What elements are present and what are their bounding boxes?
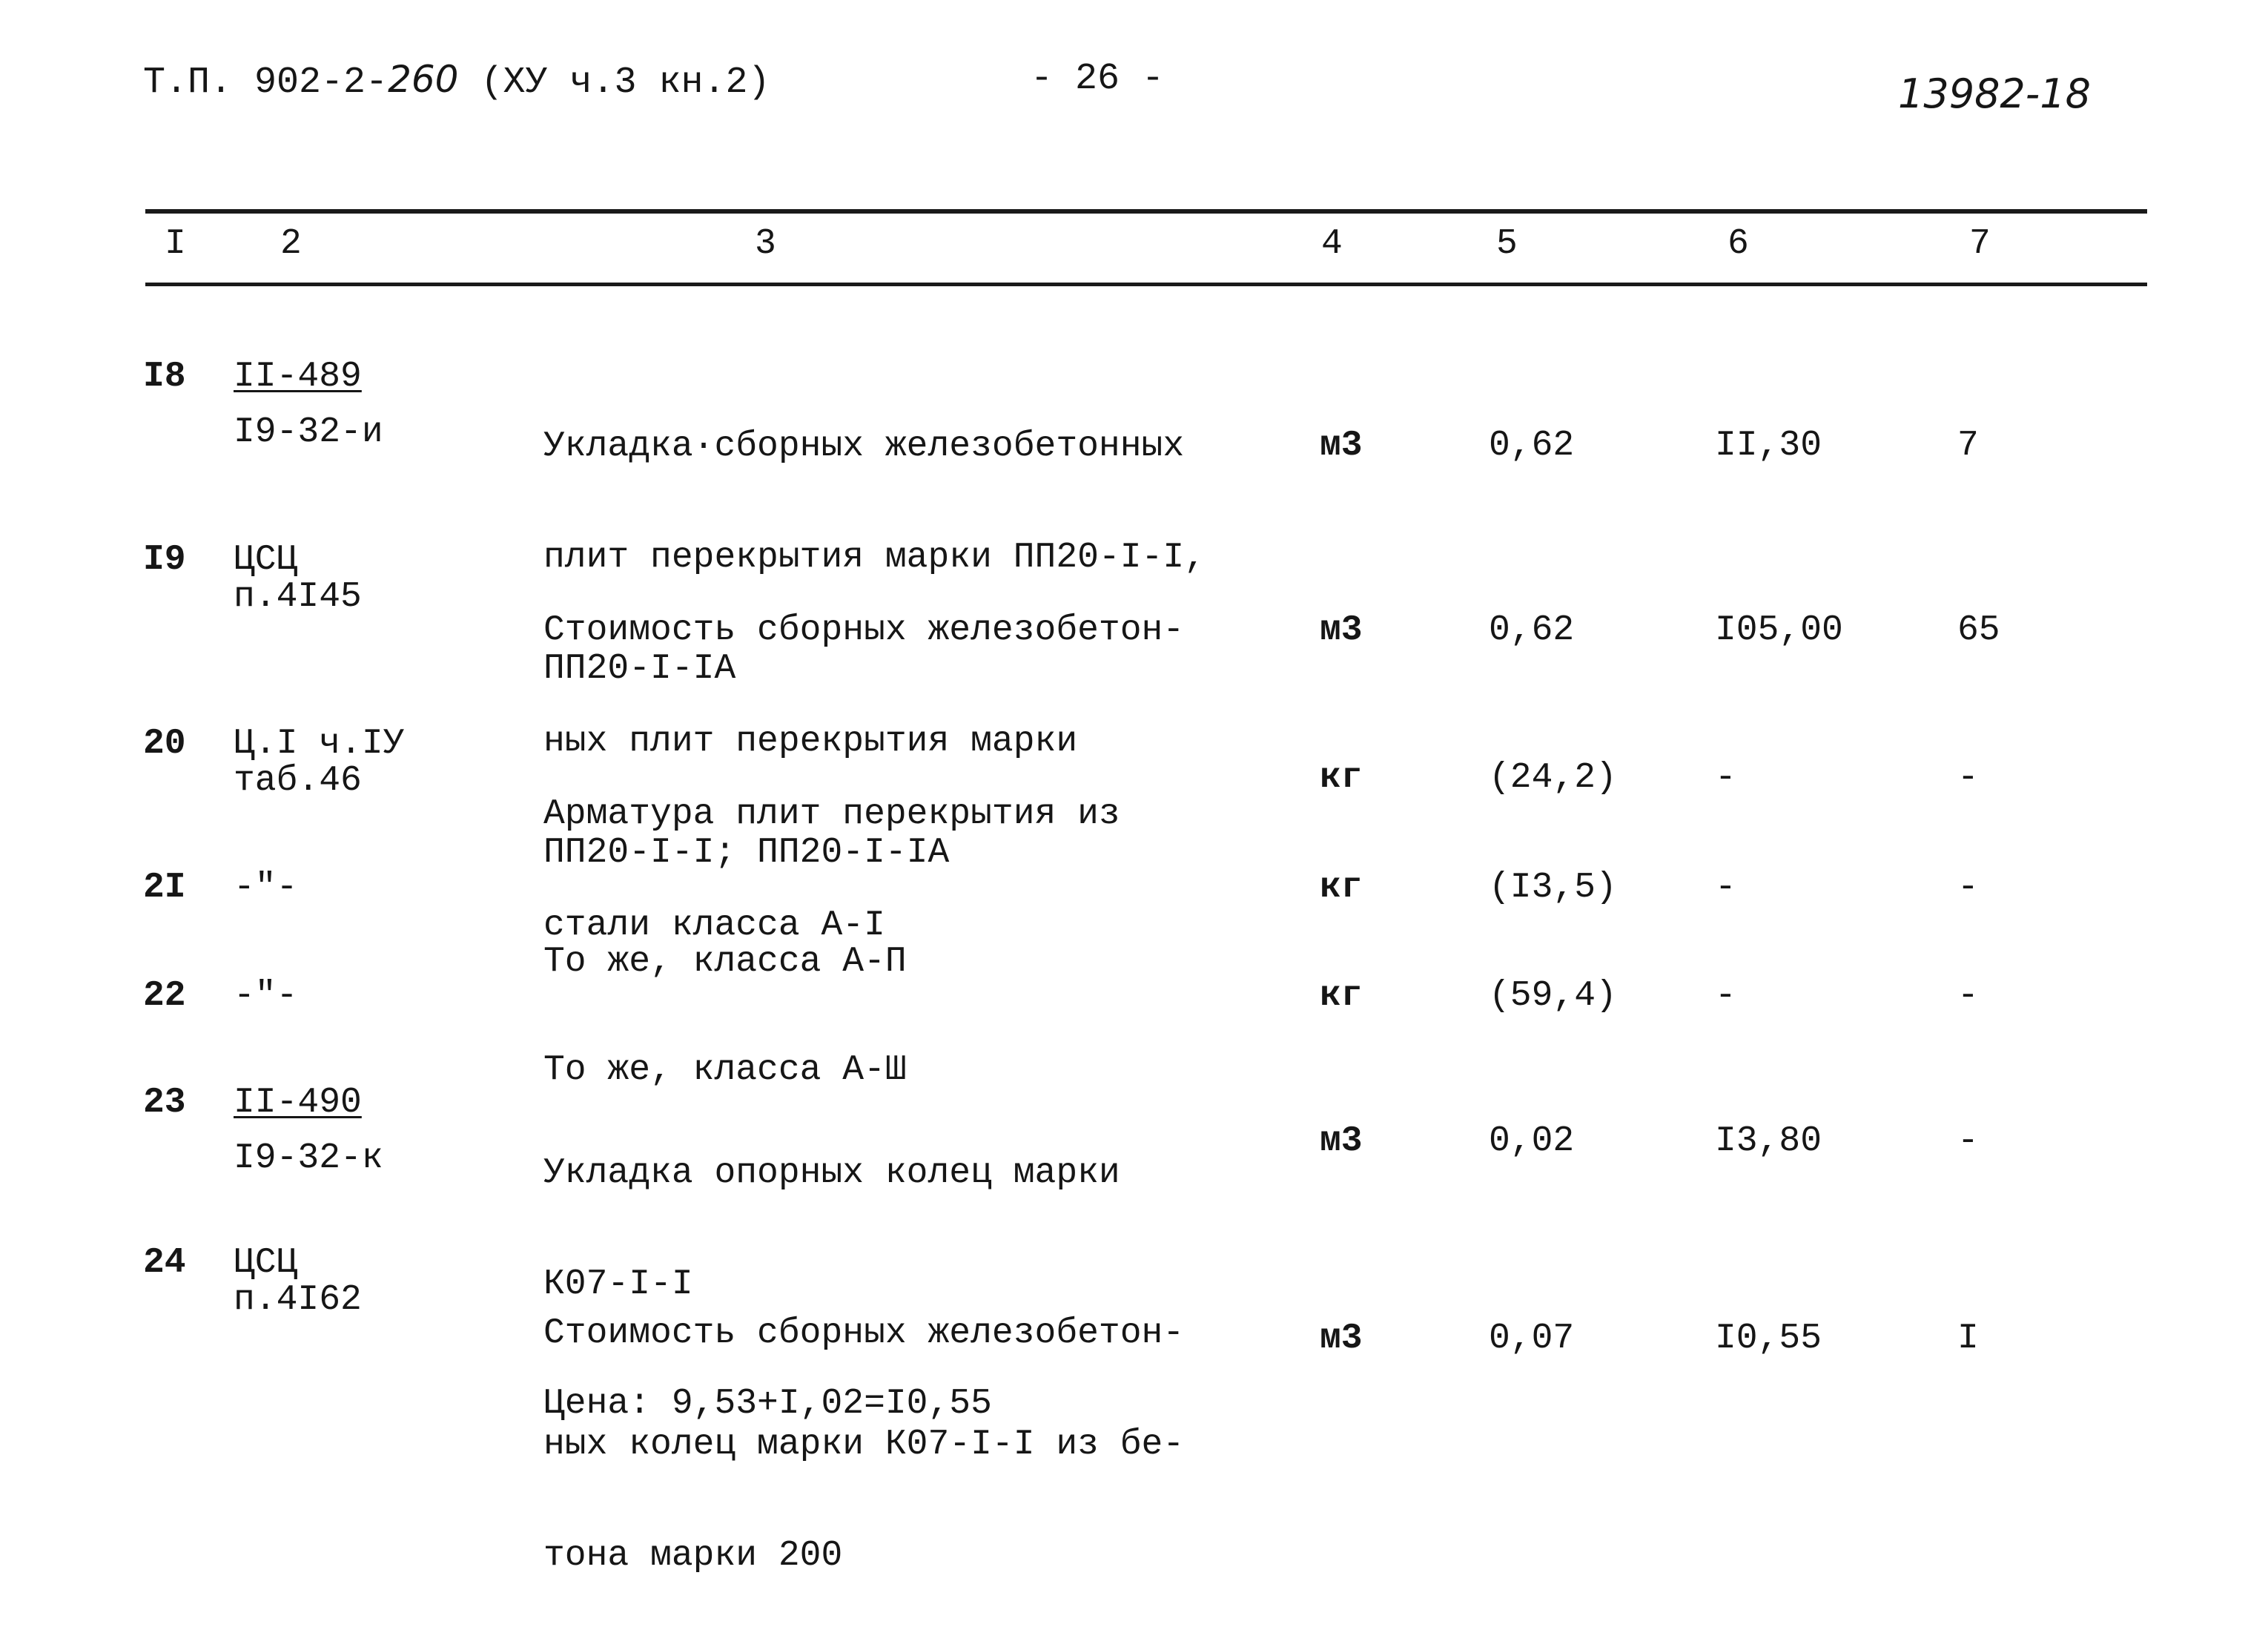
total-cost: 7 — [1957, 426, 1979, 466]
description-line: Стоимость сборных железобетон- — [543, 1313, 1185, 1353]
rate-reference-top: II-489 — [234, 357, 362, 397]
description-line: ных колец марки К07-I-I из бе- — [543, 1425, 1185, 1465]
row-number: 23 — [143, 1083, 186, 1123]
page-number: - 26 - — [1031, 58, 1165, 100]
unit-price: II,30 — [1715, 426, 1822, 466]
unit: кг — [1320, 758, 1363, 798]
document-code-handwritten: 260 — [388, 58, 459, 101]
total-cost: - — [1957, 976, 1979, 1016]
rate-reference-top: ЦСЦ — [234, 540, 298, 580]
unit-price: - — [1715, 976, 1736, 1016]
row-number: 2I — [143, 868, 186, 908]
unit: м3 — [1320, 610, 1363, 650]
quantity: 0,62 — [1489, 426, 1575, 466]
row-number: 24 — [143, 1243, 186, 1283]
description-line: К07-I-I — [543, 1264, 693, 1304]
row-number: I9 — [143, 540, 186, 580]
column-header-2: 2 — [280, 224, 302, 264]
unit: кг — [1320, 976, 1363, 1016]
quantity: 0,62 — [1489, 610, 1575, 650]
row-number: 20 — [143, 724, 186, 764]
column-header-4: 4 — [1321, 224, 1343, 264]
unit: м3 — [1320, 1121, 1363, 1161]
description-line: То же, класса А-П — [543, 942, 907, 982]
column-header-3: 3 — [755, 224, 776, 264]
row-number: 22 — [143, 976, 186, 1016]
archive-number: 13982-18 — [1898, 70, 2091, 117]
rate-reference-top: ЦСЦ — [234, 1243, 298, 1283]
price-note: Цена: 9,53+I,02=I0,55 — [543, 1384, 992, 1424]
description-line: То же, класса А-Ш — [543, 1050, 907, 1090]
unit-price: I0,55 — [1715, 1319, 1822, 1359]
table-top-rule — [145, 209, 2147, 214]
rate-reference — [234, 1084, 362, 1121]
rate-reference-top: II-490 — [234, 1083, 362, 1123]
description-line: Арматура плит перекрытия из — [543, 794, 1120, 834]
quantity: 0,07 — [1489, 1319, 1575, 1359]
unit-price: I3,80 — [1715, 1121, 1822, 1161]
row-number: I8 — [143, 357, 186, 397]
rate-reference-top: -"- — [234, 976, 298, 1016]
rate-reference-top: Ц.I ч.IУ — [234, 724, 405, 764]
column-header-5: 5 — [1496, 224, 1518, 264]
document-code — [143, 58, 770, 104]
total-cost: I — [1957, 1319, 1979, 1359]
rate-reference-bottom: I9-32-и — [234, 412, 383, 452]
document-code-suffix: (ХУ ч.3 кн.2) — [458, 62, 770, 104]
rate-reference-bottom: таб.46 — [234, 761, 362, 801]
rate-reference-bottom: I9-32-к — [234, 1138, 383, 1178]
description-line: тона марки 200 — [543, 1536, 843, 1576]
description-line: ПП20-I-I; ПП20-I-IA — [543, 833, 950, 873]
quantity: (24,2) — [1489, 758, 1617, 798]
description-line: Укладка·сборных железобетонных — [543, 426, 1185, 466]
column-header-6: 6 — [1728, 224, 1749, 264]
table-header-rule — [145, 283, 2147, 286]
description-line: ПП20-I-IA — [543, 649, 736, 689]
description-line: Стоимость сборных железобетон- — [543, 610, 1185, 650]
description-line: стали класса А-I — [543, 905, 885, 946]
description-line: ных плит перекрытия марки — [543, 722, 1078, 762]
total-cost: - — [1957, 868, 1979, 908]
column-header-7: 7 — [1969, 224, 1991, 264]
description-line: плит перекрытия марки ПП20-I-I, — [543, 538, 1206, 578]
rate-reference-bottom: п.4I62 — [234, 1280, 362, 1320]
rate-reference — [234, 358, 362, 395]
unit-price: I05,00 — [1715, 610, 1843, 650]
quantity: (I3,5) — [1489, 868, 1617, 908]
total-cost: - — [1957, 758, 1979, 798]
rate-reference-bottom: п.4I45 — [234, 577, 362, 617]
unit: м3 — [1320, 426, 1363, 466]
unit-price: - — [1715, 758, 1736, 798]
quantity: (59,4) — [1489, 976, 1617, 1016]
rate-reference-top: -"- — [234, 868, 298, 908]
unit: м3 — [1320, 1319, 1363, 1359]
work-description — [543, 1241, 1184, 1649]
total-cost: - — [1957, 1121, 1979, 1161]
quantity: 0,02 — [1489, 1121, 1575, 1161]
total-cost: 65 — [1957, 610, 2000, 650]
unit-price: - — [1715, 868, 1736, 908]
document-code-prefix: Т.П. 902-2- — [143, 62, 389, 104]
unit: кг — [1320, 868, 1363, 908]
column-header-1: I — [165, 224, 186, 264]
description-line: Укладка опорных колец марки — [543, 1153, 1120, 1193]
